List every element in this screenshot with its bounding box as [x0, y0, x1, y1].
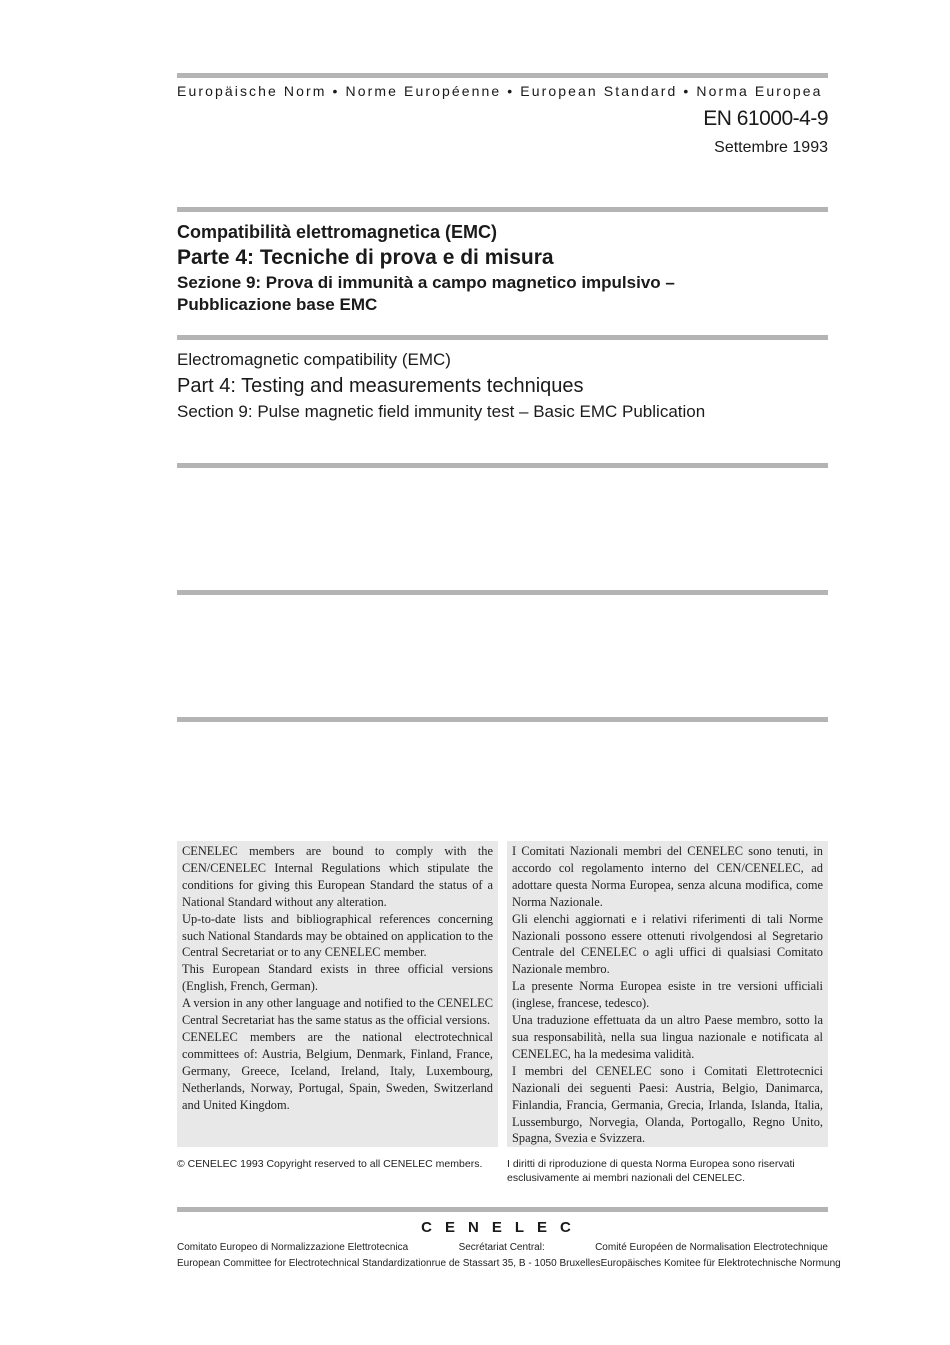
italian-title-line3: Sezione 9: Prova di immunità a campo magnetico impulsivo –	[177, 273, 675, 292]
italian-title-line1: Compatibilità elettromagnetica (EMC)	[177, 222, 498, 242]
separator-rule-3	[177, 717, 828, 722]
footer-address: rue de Stassart 35, B - 1050 Bruxelles	[431, 1258, 601, 1269]
english-title-rule	[177, 335, 828, 340]
notice-it-paragraph: Gli elenchi aggiornati e i relativi riferimenti di tali Norme Nazionali possono essere ottenuti rivolgendosi al Segretario Centrale del CENELEC o agli uffici di qualsiasi Comitato Nazionale membro.	[512, 911, 823, 977]
footer-row-2	[177, 1257, 841, 1270]
separator-rule-1	[177, 463, 828, 468]
notice-box-italian	[507, 841, 828, 1147]
english-title	[177, 348, 828, 424]
copyright-italian: I diritti di riproduzione di questa Norma Europea sono riservati esclusivamente ai membri nazionali del CENELEC.	[507, 1158, 795, 1184]
standard-date: Settembre 1993	[714, 139, 828, 156]
norm-languages-line: Europäische Norm • Norme Européenne • European Standard • Norma Europea	[177, 83, 823, 99]
italian-title	[177, 220, 828, 316]
footer-rule	[177, 1207, 828, 1212]
footer-german-name: Europäisches Komitee für Elektrotechnische Normung	[600, 1258, 841, 1269]
italian-title-line2: Parte 4: Tecniche di prova e di misura	[177, 246, 554, 269]
standard-number: EN 61000-4-9	[703, 107, 828, 130]
copyright-english: © CENELEC 1993 Copyright reserved to all CENELEC members.	[177, 1158, 483, 1170]
notice-it-paragraph: I Comitati Nazionali membri del CENELEC sono tenuti, in accordo col regolamento interno del CEN/CENELEC, ad adottare questa Norma Europea, senza alcuna modifica, come Norma Nazionale.	[512, 844, 823, 909]
notice-it-paragraph: La presente Norma Europea esiste in tre versioni ufficiali (inglese, francese, tedesco).	[512, 979, 823, 1011]
notice-en-paragraph: Up-to-date lists and bibliographical references concerning such National Standards may be obtained on application to the Central Secretariat or to any CENELEC member.	[182, 911, 493, 960]
english-title-line3: Section 9: Pulse magnetic field immunity test – Basic EMC Publication	[177, 402, 706, 421]
footer-italian-name: Comitato Europeo di Normalizzazione Elettrotecnica	[177, 1242, 409, 1253]
notice-en-paragraph: This European Standard exists in three official versions (English, French, German).	[182, 962, 493, 994]
title-rule	[177, 207, 828, 212]
footer-english-name: European Committee for Electrotechnical Standardization	[177, 1258, 432, 1269]
footer-secretariat-label: Secrétariat Central:	[458, 1242, 545, 1253]
notice-en-paragraph: A version in any other language and notified to the CENELEC Central Secretariat has the same status as the official versions.	[182, 996, 493, 1028]
english-title-line2: Part 4: Testing and measurements techniques	[177, 375, 584, 397]
italian-title-line4: Pubblicazione base EMC	[177, 295, 378, 314]
top-rule	[177, 73, 828, 78]
notice-box-english	[177, 841, 498, 1147]
notice-en-paragraph: CENELEC members are the national electrotechnical committees of: Austria, Belgium, Denmark, Finland, France, Germany, Greece, Iceland, Ireland, Italy, Luxembourg, Netherlands, Norway, Portugal, Spain, Sweden, Switzerland and United Kingdom.	[182, 1029, 493, 1112]
notice-en-paragraph: CENELEC members are bound to comply with the CEN/CENELEC Internal Regulations which stipulate the conditions for giving this European Standard the status of a National Standard without any alteration.	[182, 844, 493, 909]
english-title-line1: Electromagnetic compatibility (EMC)	[177, 350, 451, 369]
footer-row-1	[177, 1241, 828, 1254]
cenelec-logo: CENELEC	[421, 1219, 584, 1236]
notice-it-paragraph: Una traduzione effettuata da un altro Paese membro, sotto la sua responsabilità, nella sua lingua nazionale e notificata al CENELEC, ha la medesima validità.	[512, 1013, 823, 1061]
notice-it-paragraph: I membri del CENELEC sono i Comitati Elettrotecnici Nazionali dei seguenti Paesi: Austria, Belgio, Danimarca, Finlandia, Francia, Germania, Grecia, Irlanda, Islanda, Italia, Lussemburgo, Norvegia, Olanda, Portogallo, Regno Unito, Spagna, Svezia e Svizzera.	[512, 1063, 823, 1146]
footer-french-name: Comité Européen de Normalisation Electrotechnique	[595, 1242, 828, 1253]
separator-rule-2	[177, 590, 828, 595]
